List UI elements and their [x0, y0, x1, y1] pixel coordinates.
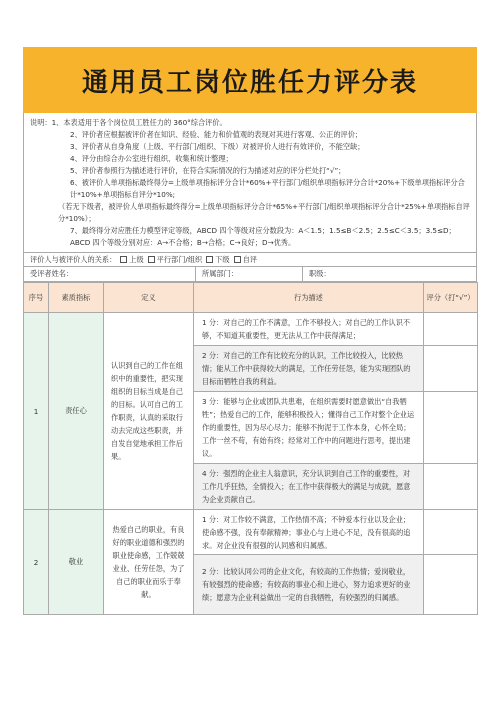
checkbox-self[interactable]: [234, 256, 241, 263]
option-superior-label: 上级: [129, 254, 144, 264]
header-behavior: 行为描述: [194, 283, 424, 313]
instructions: [23, 113, 477, 253]
behavior-level: 3 分：能够与企业或团队共患难，在组织需要时愿意做出“自我牺牲”；热爱自己的工作，能够积极投入；懂得自己工作对整个企业运作的重要性，因为尽心尽力；能够不拘泥于工作本身，心怀全局；工作一丝不苟，有始有终；经常对工作中的问题进行思考，提出建议。: [194, 392, 424, 464]
behavior-level: 2 分：对自己的工作有比较充分的认识，工作比较投入，比较热情；能从工作中获得较大的满足，工作任劳任怨，能为实现团队的目标而牺牲自我的利益。: [194, 346, 424, 392]
row-indicator: 责任心: [49, 313, 104, 510]
note-item: 4、评分由综合办公室进行组织、收集和统计整理；: [70, 154, 233, 163]
table-row: [24, 510, 478, 555]
row-definition: 认识到自己的工作在组织中的重要性，把实现组织的目标当成是自己的目标。认可自己的工作职责，认真的采取行动去完成这些职责，并自发自觉地承担工作后果。: [104, 313, 194, 510]
table-header-row: [24, 283, 478, 313]
option-self-label: 自评: [242, 254, 257, 264]
score-cell[interactable]: [424, 346, 478, 392]
relation-label: 评价人与被评价人的关系：: [30, 254, 117, 264]
row-definition: 热爱自己的职业，有良好的职业道德和强烈的职业使命感，工作兢兢业业、任劳任怨，为了自己的职业而乐于奉献。: [104, 510, 194, 615]
row-no: 1: [24, 313, 49, 510]
notes-label: 说明：: [30, 118, 52, 127]
note-item: 5、评价者参照行为描述进行评价，在符合实际情况的行为描述对应的评分栏处打“√”；: [70, 166, 346, 175]
behavior-level: 2 分：比较认同公司的企业文化，有较高的工作热情；爱岗敬业，有较强烈的使命感；有较高的事业心和上进心，努力追求更好的业绩；愿意为企业利益做出一定的自我牺牲，有较强烈的归属感。: [194, 555, 424, 615]
info-row: [23, 267, 477, 282]
evaluee-name-field[interactable]: 受评者姓名：: [24, 267, 196, 281]
option-subordinate-label: 下级: [215, 254, 230, 264]
header-no: 序号: [24, 283, 49, 313]
header-score: 评分（打“√”）: [424, 283, 478, 313]
competency-table: [23, 282, 478, 615]
checkbox-peer[interactable]: [148, 256, 155, 263]
score-cell[interactable]: [424, 392, 478, 464]
behavior-level: 1 分：对工作较不满意，工作热情不高；不钟爱本行业以及企业；使命感不强，没有奉献精神；事业心与上进心不足，没有很高的追求。对企业没有很强的认同感和归属感。: [194, 510, 424, 555]
title-banner: [23, 47, 477, 113]
header-definition: 定义: [104, 283, 194, 313]
note-item: （若无下级者，被评价人单项指标最终得分=上级单项指标评分合计*65%+平行部门/组织单项指标评分合计*25%+单项指标自评分*10%）；: [58, 202, 470, 223]
score-cell[interactable]: [424, 313, 478, 346]
relation-row: [23, 253, 477, 267]
note-item: 7、最终得分对应胜任力模型评定等级，ABCD 四个等级对应分数段为：A＜1.5；1.5≤B＜2.5；2.5≤C＜3.5；3.5≤D；ABCD 四个等级分别对应：A→不合格；B→合格；C→良好；D→优秀。: [70, 226, 456, 247]
note-item: 3、评价者从自身角度（上级、平行部门/组织、下级）对被评价人进行有效评价，不能空缺；: [70, 142, 365, 151]
checkbox-superior[interactable]: [120, 256, 127, 263]
checkbox-subordinate[interactable]: [206, 256, 213, 263]
row-no: 2: [24, 510, 49, 615]
note-item: 1、本表适用于各个岗位员工胜任力的 360°综合评价。: [51, 118, 227, 127]
table-row: [24, 313, 478, 346]
note-item: 6、被评价人单项指标最终得分=上级单项指标评分合计*60%+平行部门/组织单项指标评分合计*20%+下级单项指标评分合计*10%+单项指标自评分*10%;: [70, 178, 465, 199]
score-sheet: [23, 47, 477, 615]
position-field[interactable]: 职级：: [309, 269, 331, 278]
header-indicator: 素质指标: [49, 283, 104, 313]
behavior-level: 1 分：对自己的工作不满意，工作不够投入；对自己的工作认识不够，不知道其重要性，更无法从工作中获得满足；: [194, 313, 424, 346]
row-indicator: 敬业: [49, 510, 104, 615]
department-field[interactable]: 所属部门：: [196, 267, 303, 281]
score-cell[interactable]: [424, 555, 478, 615]
page-title: 通用员工岗位胜任力评分表: [81, 67, 418, 98]
note-item: 2、评价者应根据被评价者在知识、经验、能力和价值观的表现对其进行客观、公正的评价；: [70, 130, 363, 139]
behavior-level: 4 分：强烈的企业主人翁意识，充分认识到自己工作的重要性，对工作几乎狂热，全情投入；在工作中获得极大的满足与成就，愿意为企业贡献自己。: [194, 464, 424, 510]
score-cell[interactable]: [424, 464, 478, 510]
option-peer-label: 平行部门/组织: [156, 254, 203, 264]
score-cell[interactable]: [424, 510, 478, 555]
